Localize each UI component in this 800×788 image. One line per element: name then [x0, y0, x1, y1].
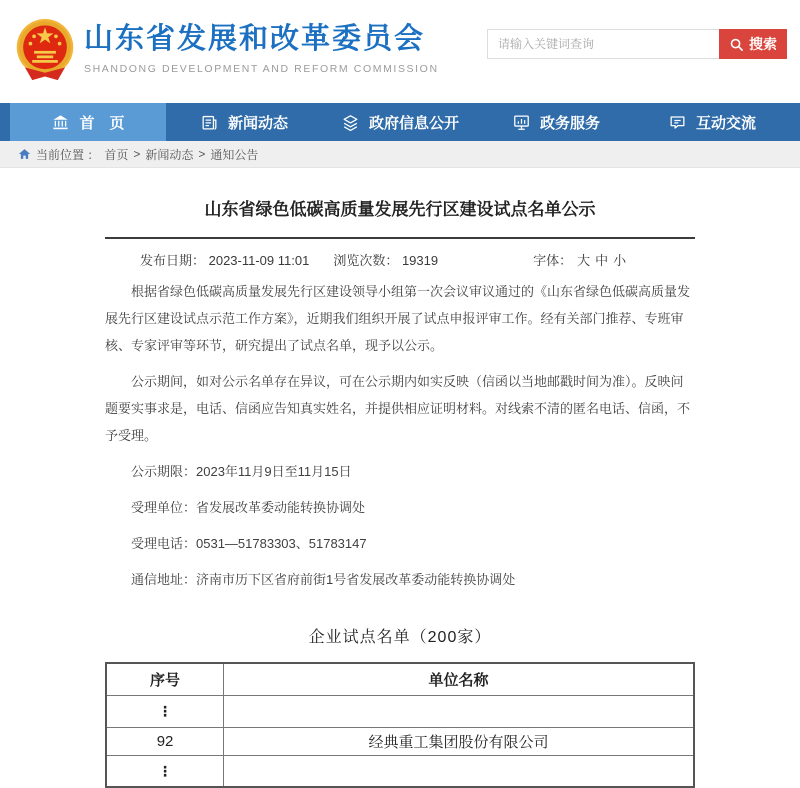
search-bar: [487, 29, 787, 59]
breadcrumb-home[interactable]: 首页: [104, 147, 129, 162]
publish-date: 发布日期： 2023-11-09 11:01: [140, 253, 310, 268]
accepting-unit-line: 受理单位：省发展改革委动能转换协调处: [131, 500, 366, 515]
breadcrumb-separator: >: [198, 147, 206, 161]
font-size-large[interactable]: 大: [577, 253, 591, 268]
nav-item-services[interactable]: [478, 103, 634, 141]
cell-unit-name: [224, 695, 694, 727]
cell-unit-name: [224, 755, 694, 787]
font-size-medium[interactable]: 中: [595, 253, 609, 268]
article-meta: [105, 250, 695, 269]
article-title: 山东省绿色低碳高质量发展先行区建设试点名单公示: [204, 200, 596, 219]
search-input[interactable]: [487, 29, 719, 59]
breadcrumb-separator: >: [133, 147, 141, 161]
phone-line: 受理电话：0531—51783303、51783147: [131, 536, 367, 551]
national-emblem-icon: [14, 16, 76, 84]
nav-item-label: 互动交流: [695, 114, 756, 132]
address-line: 通信地址：济南市历下区省府前街1号省发展改革委动能转换协调处: [131, 572, 516, 587]
cell-index: 92: [106, 727, 224, 755]
column-header-unit-name: 单位名称: [224, 663, 694, 695]
chat-icon: [668, 113, 687, 132]
cell-index: ⋮: [106, 695, 224, 727]
pilot-enterprise-table: [105, 662, 695, 788]
font-size-small[interactable]: 小: [613, 253, 627, 268]
nav-item-label: 首 页: [79, 114, 125, 132]
layers-icon: [341, 113, 360, 132]
breadcrumb-prefix: 当前位置 ：: [36, 147, 100, 162]
breadcrumb: [0, 141, 800, 168]
paragraph: 公示期间，如对公示名单存在异议，可在公示期内如实反映（信函以当地邮戳时间为准）。反映问题要实事求是，电话、信函应告知真实姓名，并提供相应证明材料。对线索不清的匿名电话、信函，不予受理。: [105, 374, 691, 443]
table-row-ellipsis: [106, 695, 694, 727]
nav-item-interaction[interactable]: [634, 103, 790, 141]
search-button[interactable]: [719, 29, 787, 59]
breadcrumb-notices[interactable]: 通知公告: [210, 147, 259, 162]
home-icon: [18, 148, 31, 160]
title-divider: [105, 237, 695, 239]
cell-unit-name: 经典重工集团股份有限公司: [224, 727, 694, 755]
nav-item-label: 政府信息公开: [368, 114, 459, 132]
font-size-label: 字体：: [533, 253, 573, 268]
monitor-icon: [512, 113, 531, 132]
nav-item-label: 新闻动态: [227, 114, 288, 132]
notice-period-line: 公示期限：2023年11月9日至11月15日: [131, 464, 352, 479]
search-button-label: 搜索: [749, 36, 777, 52]
table-header-row: [106, 663, 694, 695]
article-body: [105, 278, 695, 593]
site-title: 山东省发展和改革委员会: [84, 23, 426, 55]
bank-icon: [51, 113, 70, 132]
news-icon: [200, 113, 219, 132]
search-icon: [729, 37, 744, 52]
table-row: [106, 727, 694, 755]
nav-item-home[interactable]: [10, 103, 166, 141]
nav-item-news[interactable]: [166, 103, 322, 141]
breadcrumb-news[interactable]: 新闻动态: [145, 147, 194, 162]
article: [0, 195, 800, 788]
nav-item-gov-info[interactable]: [322, 103, 478, 141]
site-brand: [84, 24, 439, 75]
site-header: [0, 0, 800, 103]
main-nav: [0, 103, 800, 141]
paragraph: 根据省绿色低碳高质量发展先行区建设领导小组第一次会议审议通过的《山东省绿色低碳高质量发展先行区建设试点示范工作方案》，近期我们组织开展了试点申报评审工作。经有关部门推荐、专班审核、专家评审等环节，研究提出了试点名单，现予以公示。: [105, 284, 691, 353]
table-row-ellipsis: [106, 755, 694, 787]
cell-index: ⋮: [106, 755, 224, 787]
site-subtitle: SHANDONG DEVELOPMENT AND REFORM COMMISSION: [84, 62, 439, 75]
table-caption: 企业试点名单（200家）: [308, 629, 492, 646]
view-count: 浏览次数： 19319: [333, 253, 439, 268]
column-header-index: 序号: [106, 663, 224, 695]
nav-item-label: 政务服务: [539, 114, 600, 132]
